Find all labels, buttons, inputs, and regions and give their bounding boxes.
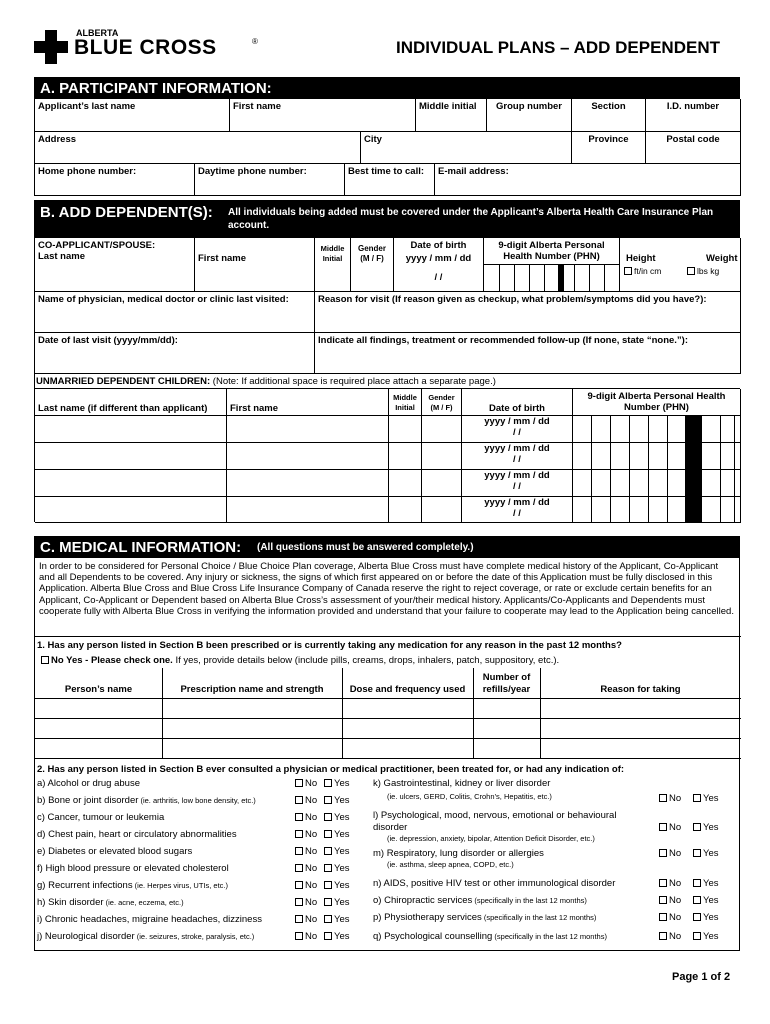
condition-label: e) Diabetes or elevated blood sugars	[37, 846, 193, 857]
checkbox-icon	[693, 932, 701, 940]
condition-note: (specifically in the last 12 months)	[492, 932, 607, 941]
weight-units[interactable]	[687, 266, 719, 277]
page-number: Page 1 of 2	[672, 971, 731, 983]
initial-label: Initial	[322, 254, 343, 263]
condition-note: (specifically in the last 12 months)	[472, 896, 587, 905]
condition-n	[373, 878, 739, 894]
dob-format: yyyy / mm / dd	[405, 253, 472, 264]
no-label: No	[669, 822, 682, 833]
yes-label: Yes	[334, 880, 350, 891]
condition-k	[373, 778, 739, 810]
child-gender-label: Gender	[428, 393, 455, 402]
yes-option[interactable]	[324, 914, 350, 925]
checkbox-icon	[659, 879, 667, 887]
condition-label: c) Cancer, tumour or leukemia	[37, 812, 165, 823]
child-dob-format: yyyy / mm / dd	[484, 416, 550, 427]
checkbox-icon	[295, 864, 303, 872]
co-applicant-last-name-label: Last name	[38, 251, 85, 262]
yes-option[interactable]	[693, 895, 719, 906]
checkbox-icon	[324, 813, 332, 821]
no-label: No	[305, 863, 318, 874]
postal-code-field[interactable]: Postal code	[646, 132, 741, 164]
yes-label: Yes	[334, 829, 350, 840]
child-last-name-header: Last name (if different than applicant)	[35, 389, 227, 416]
phn-boxes[interactable]	[484, 264, 620, 292]
children-label: UNMARRIED DEPENDENT CHILDREN:	[36, 376, 211, 387]
condition-label: f) High blood pressure or elevated cholesterol	[37, 863, 229, 874]
condition-note: (ie. depression, anxiety, bipolar, Attention Deficit Disorder, etc.)	[387, 834, 595, 843]
condition-label: i) Chronic headaches, migraine headaches, dizziness	[37, 914, 262, 925]
yes-label: Yes	[703, 912, 719, 923]
yes-label: Yes	[334, 914, 350, 925]
dob-label: Date of birth	[410, 240, 467, 251]
checkbox-icon	[295, 898, 303, 906]
no-label: No	[305, 829, 318, 840]
yes-option[interactable]	[693, 793, 719, 804]
section-b-bar	[34, 200, 740, 238]
no-label: No	[305, 914, 318, 925]
question-1: 1. Has any person listed in Section B been prescribed or is currently taking any medication for any reason in the past 12 months?	[37, 640, 622, 651]
no-option[interactable]	[659, 878, 681, 889]
section-c-body	[34, 558, 740, 951]
section-b-title: B. ADD DEPENDENT(S):	[40, 204, 213, 221]
no-option[interactable]	[659, 895, 681, 906]
child-rows	[35, 416, 741, 523]
no-label: No	[669, 931, 682, 942]
checkbox-icon	[693, 794, 701, 802]
address-field[interactable]: Address	[35, 132, 361, 164]
checkbox-icon	[324, 830, 332, 838]
child-dob-header: Date of birth	[462, 389, 573, 416]
child-row-3-dob[interactable]	[462, 470, 572, 492]
no-option[interactable]	[659, 793, 681, 804]
checkbox-icon	[295, 847, 303, 855]
checkbox-icon	[295, 932, 303, 940]
checkbox-icon	[324, 864, 332, 872]
id-number-field[interactable]: I.D. number	[646, 99, 741, 132]
yes-label: Yes	[703, 931, 719, 942]
no-label: No	[305, 897, 318, 908]
child-first-name-header: First name	[227, 389, 389, 416]
group-number-field[interactable]: Group number	[487, 99, 572, 132]
co-applicant-gender-field[interactable]	[351, 238, 394, 292]
yes-option[interactable]	[324, 931, 350, 942]
no-checkbox-icon[interactable]	[41, 656, 49, 664]
yes-option[interactable]	[693, 848, 719, 859]
yes-label: Yes	[334, 863, 350, 874]
checkbox-icon	[659, 794, 667, 802]
checkbox-icon	[693, 849, 701, 857]
condition-b	[37, 795, 377, 811]
logo-top-text: ALBERTA	[76, 28, 119, 38]
condition-f	[37, 863, 377, 879]
child-initial-label: Initial	[395, 403, 415, 412]
child-middle-header	[389, 389, 422, 416]
med-col-dose: Dose and frequency used	[349, 684, 466, 695]
question-2: 2. Has any person listed in Section B ever consulted a physician or medical practitioner, been treated for, or had any indication of:	[37, 764, 625, 775]
logo	[34, 28, 264, 68]
question-1-options-label: No Yes - Please check one.	[51, 655, 173, 666]
condition-label: a) Alcohol or drug abuse	[37, 778, 140, 789]
condition-i	[37, 914, 377, 930]
condition-label: p) Physiotherapy services	[373, 912, 482, 923]
children-grid	[34, 388, 740, 522]
no-option[interactable]	[295, 778, 317, 789]
no-option[interactable]	[295, 914, 317, 925]
medication-table	[35, 668, 741, 758]
no-label: No	[669, 878, 682, 889]
med-col-person: Person’s name	[64, 684, 133, 695]
no-label: No	[669, 793, 682, 804]
no-option[interactable]	[295, 846, 317, 857]
daytime-phone-field[interactable]: Daytime phone number:	[195, 164, 345, 196]
no-option[interactable]	[295, 812, 317, 823]
co-applicant-middle-field[interactable]	[315, 238, 351, 292]
checkbox-icon	[659, 932, 667, 940]
co-applicant-grid	[34, 238, 740, 390]
checkbox-icon	[324, 881, 332, 889]
province-field[interactable]: Province	[572, 132, 646, 164]
condition-l	[373, 810, 739, 850]
yes-option[interactable]	[693, 878, 719, 889]
condition-note: (ie. Herpes virus, UTIs, etc.)	[132, 881, 229, 890]
yes-label: Yes	[334, 778, 350, 789]
phn-divider	[558, 264, 564, 292]
condition-label: g) Recurrent infections	[37, 880, 133, 891]
checkbox-icon	[324, 779, 332, 787]
no-option[interactable]	[659, 822, 681, 833]
dob-slashes: / /	[434, 272, 443, 283]
condition-note: (ie. ulcers, GERD, Colitis, Crohn’s, Hepatitis, etc.)	[387, 792, 552, 801]
weight-label: Weight	[706, 253, 738, 264]
condition-m	[373, 848, 739, 876]
child-phn-divider	[685, 416, 702, 523]
height-units[interactable]	[624, 266, 661, 277]
yes-option[interactable]	[693, 931, 719, 942]
checkbox-icon	[324, 796, 332, 804]
yes-label: Yes	[334, 795, 350, 806]
child-gender-options: (M / F)	[430, 403, 453, 412]
no-option[interactable]	[295, 795, 317, 806]
gender-options-label: (M / F)	[360, 254, 384, 263]
no-label: No	[305, 846, 318, 857]
condition-a	[37, 778, 377, 794]
checkbox-icon	[295, 796, 303, 804]
condition-note: (specifically in the last 12 months)	[481, 913, 597, 922]
yes-label: Yes	[334, 846, 350, 857]
first-name-field[interactable]: First name	[230, 99, 416, 132]
checkbox-icon	[295, 881, 303, 889]
weight-units-label: lbs kg	[697, 266, 720, 276]
section-c-subtitle: (All questions must be answered completely.)	[257, 542, 474, 553]
child-dob-slashes: / /	[513, 427, 521, 438]
height-label: Height	[626, 253, 656, 264]
best-time-field[interactable]: Best time to call:	[345, 164, 435, 196]
no-label: No	[669, 912, 682, 923]
no-label: No	[305, 931, 318, 942]
no-label: No	[305, 880, 318, 891]
child-dob-format: yyyy / mm / dd	[484, 470, 550, 481]
middle-label: Middle	[320, 244, 345, 253]
child-row-4-dob[interactable]	[462, 497, 572, 519]
page-title: INDIVIDUAL PLANS – ADD DEPENDENT	[396, 38, 720, 57]
right-conditions	[373, 778, 739, 948]
condition-note: (ie. asthma, sleep apnea, COPD, etc.)	[387, 860, 514, 869]
height-units-label: ft/in cm	[634, 266, 662, 276]
yes-label: Yes	[703, 822, 719, 833]
checkbox-icon	[324, 915, 332, 923]
middle-initial-field[interactable]: Middle initial	[416, 99, 487, 132]
no-label: No	[305, 795, 318, 806]
question-1-options	[41, 655, 559, 666]
checkbox-icon	[693, 823, 701, 831]
phn-label: 9-digit Alberta Personal Health Number (PHN)	[498, 240, 605, 262]
child-dob-slashes: / /	[513, 481, 521, 492]
checkbox-icon	[659, 823, 667, 831]
condition-o	[373, 895, 739, 911]
no-option[interactable]	[295, 931, 317, 942]
no-option[interactable]	[659, 848, 681, 859]
checkbox-icon	[295, 915, 303, 923]
yes-option[interactable]	[324, 863, 350, 874]
co-applicant-label: CO-APPLICANT/SPOUSE:	[38, 240, 156, 251]
no-option[interactable]	[295, 863, 317, 874]
child-row-1-dob[interactable]	[462, 416, 572, 438]
no-label: No	[669, 848, 682, 859]
condition-note: (ie. seizures, stroke, paralysis, etc.)	[134, 932, 255, 941]
condition-label: b) Bone or joint disorder	[37, 795, 139, 806]
no-option[interactable]	[295, 897, 317, 908]
condition-label: k) Gastrointestinal, kidney or liver disorder	[373, 778, 551, 789]
condition-note: (ie. arthritis, low bone density, etc.)	[138, 796, 256, 805]
child-dob-slashes: / /	[513, 454, 521, 465]
yes-label: Yes	[703, 793, 719, 804]
section-a-bar: A. PARTICIPANT INFORMATION:	[34, 77, 740, 99]
condition-j	[37, 931, 377, 947]
checkbox-icon	[295, 813, 303, 821]
yes-label: Yes	[334, 931, 350, 942]
condition-e	[37, 846, 377, 862]
applicant-last-name-field[interactable]: Applicant’s last name	[35, 99, 230, 132]
first-name-label: First name	[198, 253, 247, 264]
checkbox-icon	[693, 896, 701, 904]
condition-label: d) Chest pain, heart or circulatory abnormalities	[37, 829, 237, 840]
co-applicant-first-name-field[interactable]	[195, 238, 315, 292]
checkbox-icon	[295, 830, 303, 838]
med-col-refills: Number of refills/year	[482, 672, 531, 695]
cross-icon	[34, 30, 68, 64]
yes-label: Yes	[334, 812, 350, 823]
condition-label: o) Chiropractic services	[373, 895, 473, 906]
checkbox-icon	[324, 847, 332, 855]
condition-p	[373, 912, 739, 928]
question-1-detail: If yes, provide details below (include pills, creams, drops, inhalers, patch, suppository, etc.).	[172, 655, 560, 666]
checkbox-icon	[687, 267, 695, 275]
section-a-grid	[34, 99, 740, 196]
no-label: No	[305, 778, 318, 789]
reason-field[interactable]: Reason for visit (If reason given as checkup, what problem/symptoms did you have?):	[315, 292, 741, 333]
physician-field[interactable]: Name of physician, medical doctor or clinic last visited:	[35, 292, 315, 333]
checkbox-icon	[659, 896, 667, 904]
child-gender-header	[422, 389, 462, 416]
condition-label: q) Psychological counselling	[373, 931, 493, 942]
child-dob-format: yyyy / mm / dd	[484, 497, 550, 508]
checkbox-icon	[324, 898, 332, 906]
findings-field[interactable]: Indicate all findings, treatment or recommended follow-up (If none, state “none.”):	[315, 333, 741, 374]
no-option[interactable]	[295, 880, 317, 891]
yes-option[interactable]	[324, 778, 350, 789]
yes-label: Yes	[334, 897, 350, 908]
yes-option[interactable]	[324, 897, 350, 908]
child-row-2-dob[interactable]	[462, 443, 572, 465]
children-note: (Note: If additional space is required place attach a separate page.)	[210, 376, 496, 387]
child-phn-header: 9-digit Alberta Personal Health Number (PHN)	[573, 389, 741, 416]
child-middle-label: Middle	[393, 393, 417, 402]
gender-label: Gender	[357, 244, 386, 253]
checkbox-icon	[693, 913, 701, 921]
co-applicant-dob-field[interactable]	[394, 238, 484, 292]
condition-q	[373, 931, 739, 947]
condition-label: n) AIDS, positive HIV test or other immunological disorder	[373, 878, 616, 889]
checkbox-icon	[693, 879, 701, 887]
no-option[interactable]	[659, 912, 681, 923]
yes-option[interactable]	[324, 812, 350, 823]
children-header	[36, 376, 496, 387]
yes-label: Yes	[703, 878, 719, 889]
checkbox-icon	[659, 849, 667, 857]
yes-option[interactable]	[693, 912, 719, 923]
section-c-intro: In order to be considered for Personal Choice / Blue Choice Plan coverage, Alberta Blue Cross must have complete medical history of the Applicant, Co-Applicant and all Dependents to be covered. Any injury or sickness, the signs of which first appeared on or before the date of this Application must be fully disclosed in this Application. Alberta Blue Cross and Blue Cross Life Insurance Company of Canada reserve the right to reject coverage, or rate or exclude certain benefits for an Applicant, Co-Applicant or Dependent based on Alberta Blue Cross’s assessment of your/their medical history. Applicants/Co-Applicants and Dependents must cooperate fully with Alberta Blue Cross in verifying the information provided and understand that your failure to cooperate may lead to the Application being cancelled.	[39, 561, 734, 617]
last-visit-field[interactable]: Date of last visit (yyyy/mm/dd):	[35, 333, 315, 374]
section-c-bar	[34, 536, 740, 558]
condition-label: j) Neurological disorder	[37, 931, 135, 942]
yes-option[interactable]	[324, 795, 350, 806]
checkbox-icon	[659, 913, 667, 921]
condition-g	[37, 880, 377, 896]
section-field[interactable]: Section	[572, 99, 646, 132]
condition-c	[37, 812, 377, 828]
city-field[interactable]: City	[361, 132, 572, 164]
condition-label: l) Psychological, mood, nervous, emotional or behavioural disorder	[373, 810, 617, 833]
section-c-title: C. MEDICAL INFORMATION:	[40, 539, 242, 556]
condition-d	[37, 829, 377, 845]
no-label: No	[669, 895, 682, 906]
checkbox-icon	[295, 779, 303, 787]
child-dob-format: yyyy / mm / dd	[484, 443, 550, 454]
no-label: No	[305, 812, 318, 823]
yes-label: Yes	[703, 895, 719, 906]
co-applicant-last-name-field[interactable]	[35, 238, 195, 292]
height-weight-field[interactable]	[620, 238, 741, 292]
med-col-reason: Reason for taking	[600, 684, 681, 695]
child-dob-slashes: / /	[513, 508, 521, 519]
section-b-note: All individuals being added must be covered under the Applicant’s Alberta Health Care Insurance Plan account.	[228, 207, 714, 231]
logo-registered: ®	[252, 37, 258, 46]
yes-option[interactable]	[324, 846, 350, 857]
checkbox-icon	[324, 932, 332, 940]
yes-option[interactable]	[693, 822, 719, 833]
condition-h	[37, 897, 377, 913]
email-field[interactable]: E-mail address:	[435, 164, 741, 196]
no-option[interactable]	[659, 931, 681, 942]
checkbox-icon	[624, 267, 632, 275]
yes-option[interactable]	[324, 880, 350, 891]
condition-label: m) Respiratory, lung disorder or allergies	[373, 848, 544, 859]
child-phn-boxes[interactable]	[572, 416, 740, 523]
med-col-prescription: Prescription name and strength	[180, 684, 324, 695]
yes-label: Yes	[703, 848, 719, 859]
yes-option[interactable]	[324, 829, 350, 840]
condition-note: (ie. acne, eczema, etc.)	[103, 898, 184, 907]
no-option[interactable]	[295, 829, 317, 840]
logo-main-text: BLUE CROSS	[74, 36, 217, 59]
condition-label: h) Skin disorder	[37, 897, 104, 908]
home-phone-field[interactable]: Home phone number:	[35, 164, 195, 196]
